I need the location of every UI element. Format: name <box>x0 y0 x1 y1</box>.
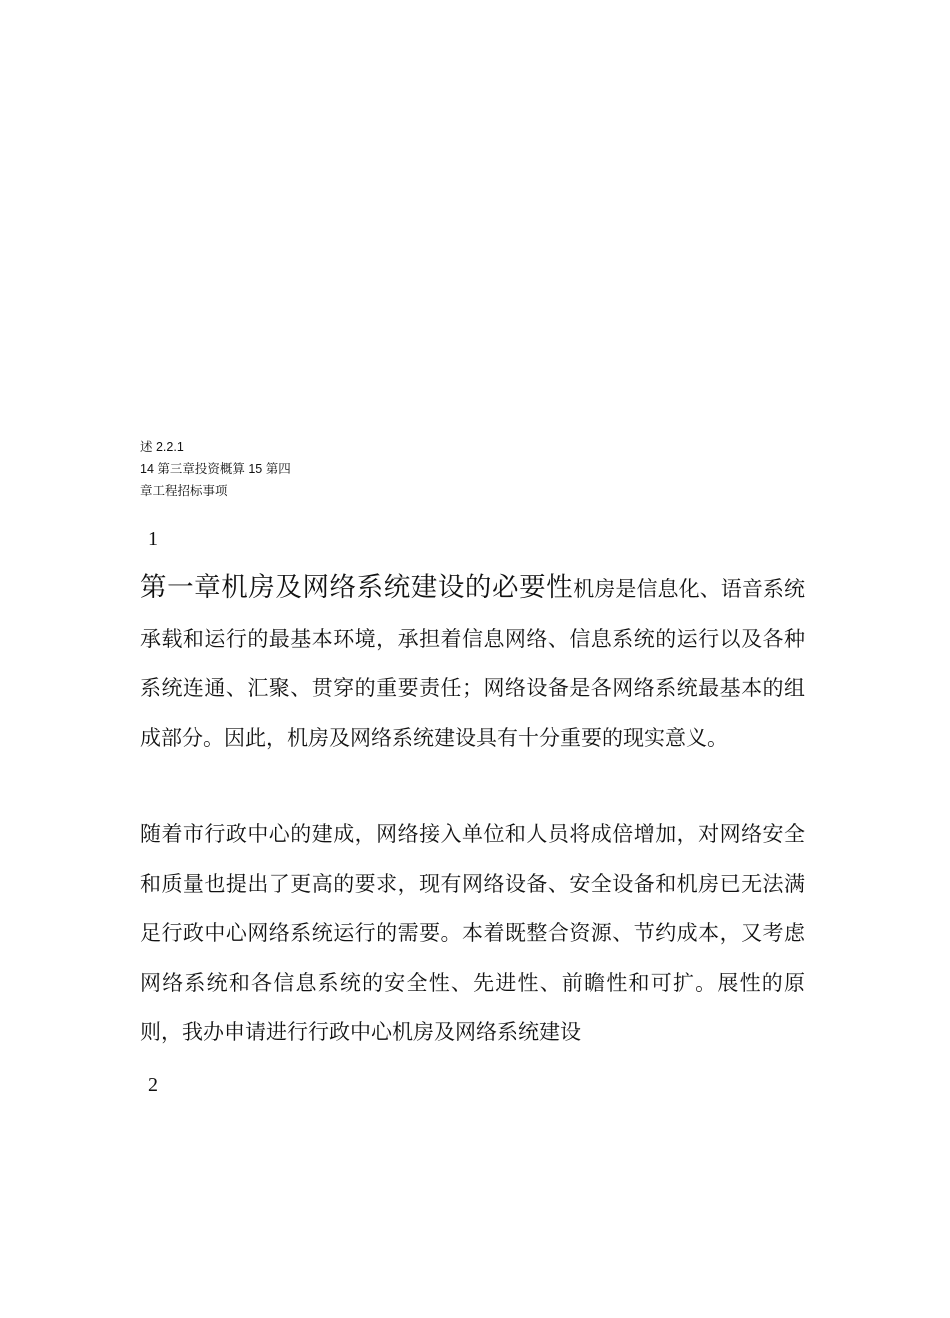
page-number: 1 <box>148 528 158 550</box>
toc-line: 述 2.2.1 <box>140 440 184 454</box>
page-number: 2 <box>148 1074 158 1096</box>
chapter-intro-paragraph <box>140 563 805 763</box>
body-paragraph: 随着市行政中心的建成，网络接入单位和人员将成倍增加，对网络安全和质量也提出了更高的要求，现有网络设备、安全设备和机房已无法满足行政中心网络系统运行的需要。本着既整合资源、节约成本，又考虑网络系统和各信息系统的安全性、先进性、前瞻性和可扩。展性的原则，我办申请进行行政中心机房及网络系统建设 <box>140 822 805 1044</box>
paragraph-text: 机房是信息化、语音系统承载和运行的最基本环境，承担着信息网络、信息系统的运行以及各种系统连通、汇聚、贯穿的重要责任；网络设备是各网络系统最基本的组成部分。因此，机房及网络系统建设具有十分重要的现实意义。 <box>140 577 806 750</box>
chapter-heading: 第一章机房及网络系统建设的必要性 <box>140 572 574 603</box>
table-of-contents-fragment <box>140 436 291 502</box>
toc-line: 14 第三章投资概算 15 第四 <box>140 462 291 476</box>
toc-line: 章工程招标事项 <box>140 484 228 498</box>
